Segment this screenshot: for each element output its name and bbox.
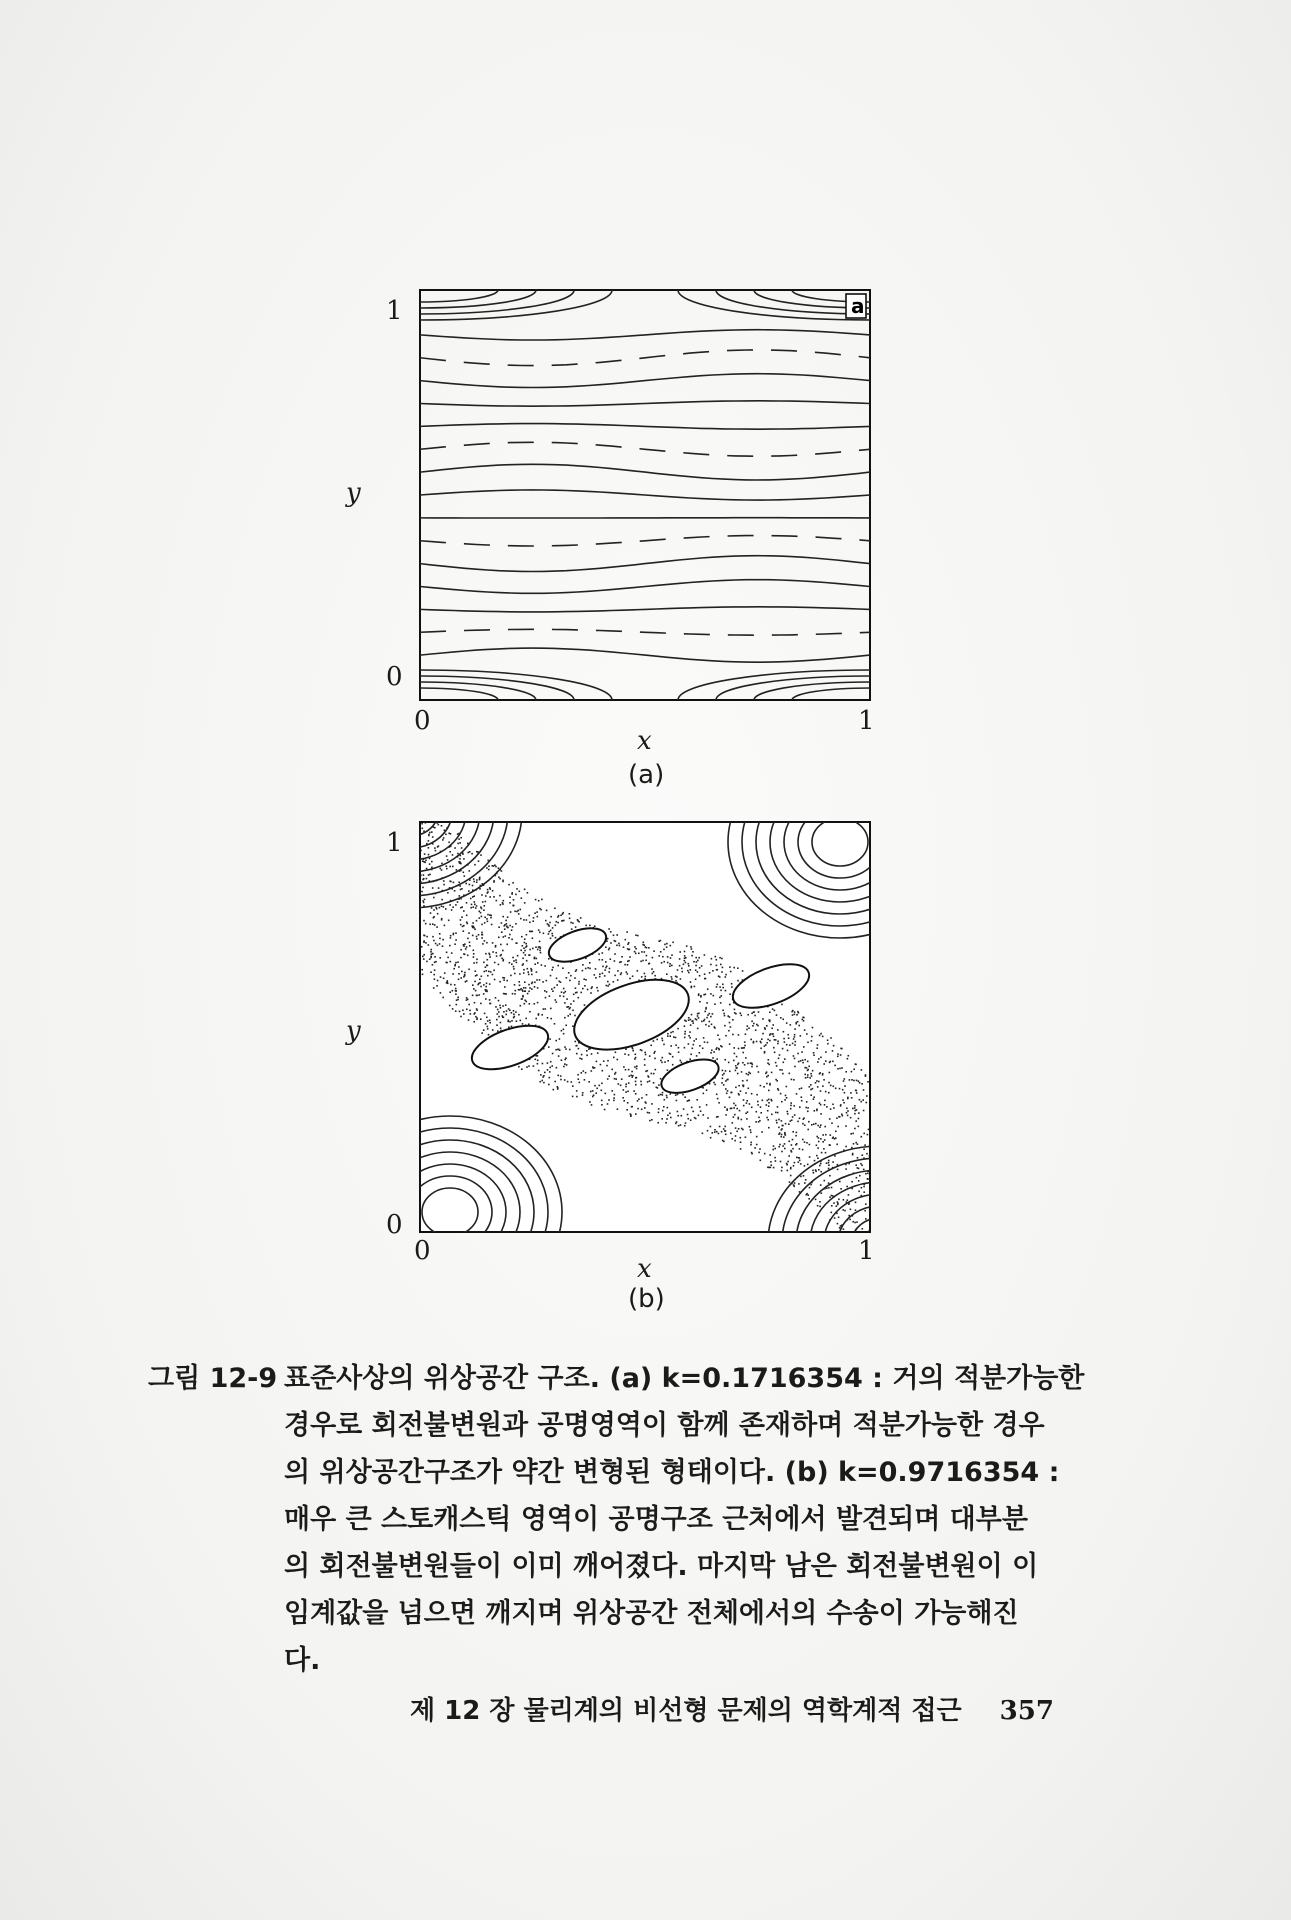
caption-line-4: 매우 큰 스토캐스틱 영역이 공명구조 근처에서 발견되며 대부분 bbox=[284, 1504, 1028, 1535]
invariant-curve bbox=[420, 490, 870, 500]
fig-a-y-tick-bottom: 0 bbox=[386, 662, 403, 692]
caption-line-7: 다. bbox=[284, 1645, 321, 1676]
invariant-curve bbox=[420, 607, 870, 612]
fig-a-x-label: x bbox=[637, 726, 652, 756]
invariant-curve bbox=[420, 629, 870, 635]
fig-a-sublabel: (a) bbox=[628, 760, 665, 790]
caption-line-2: 경우로 회전불변원과 공명영역이 함께 존재하며 적분가능한 경우 bbox=[284, 1410, 1045, 1441]
chapter-title: 제 12 장 물리계의 비선형 문제의 역학계적 접근 bbox=[410, 1696, 962, 1726]
caption-line-6: 임계값을 넘으면 깨지며 위상공간 전체에서의 수송이 가능해진 bbox=[284, 1598, 1019, 1629]
phase-portrait-b bbox=[350, 812, 890, 1252]
fig-b-x-label: x bbox=[637, 1254, 652, 1284]
caption-line-3: 의 위상공간구조가 약간 변형된 형태이다. (b) k=0.9716354 : bbox=[284, 1457, 1060, 1488]
fig-b-y-tick-top: 1 bbox=[386, 828, 403, 858]
invariant-curve bbox=[420, 350, 870, 366]
running-footer bbox=[410, 1690, 1054, 1727]
invariant-curve bbox=[420, 330, 870, 340]
panel-badge-label: a bbox=[851, 294, 865, 318]
fig-a-x-tick-right: 1 bbox=[858, 706, 875, 736]
fig-b-y-tick-bottom: 0 bbox=[386, 1210, 403, 1240]
invariant-curve bbox=[420, 374, 870, 388]
invariant-curve bbox=[420, 424, 870, 430]
caption-head: 그림 12-9 bbox=[148, 1363, 278, 1394]
invariant-curve bbox=[420, 580, 870, 594]
caption-line-1: 표준사상의 위상공간 구조. (a) k=0.1716354 : 거의 적분가능한 bbox=[284, 1363, 1085, 1394]
resonance-orbit bbox=[350, 280, 574, 314]
fig-a-y-tick-top: 1 bbox=[386, 296, 403, 326]
resonance-orbit bbox=[350, 280, 536, 308]
figure-caption bbox=[148, 1355, 1088, 1684]
invariant-curve bbox=[420, 536, 870, 547]
fig-a-y-label: y bbox=[346, 478, 361, 508]
figure-a bbox=[350, 280, 890, 740]
fig-b-x-tick-left: 0 bbox=[414, 1236, 431, 1266]
orbits-a bbox=[350, 280, 890, 730]
invariant-curve bbox=[420, 556, 870, 572]
invariant-curve bbox=[420, 464, 870, 480]
invariant-curve bbox=[420, 648, 870, 662]
invariant-curve bbox=[420, 442, 870, 456]
fig-b-sublabel: (b) bbox=[628, 1284, 665, 1314]
fig-b-x-tick-right: 1 bbox=[858, 1236, 875, 1266]
caption-line-5: 의 회전불변원들이 이미 깨어졌다. 마지막 남은 회전불변원이 이 bbox=[284, 1551, 1039, 1582]
phase-portrait-a bbox=[350, 280, 890, 740]
fig-b-y-label: y bbox=[346, 1016, 361, 1046]
figure-b bbox=[350, 812, 890, 1252]
invariant-curve bbox=[420, 401, 870, 406]
page-number: 357 bbox=[999, 1696, 1054, 1726]
fig-a-x-tick-left: 0 bbox=[414, 706, 431, 736]
